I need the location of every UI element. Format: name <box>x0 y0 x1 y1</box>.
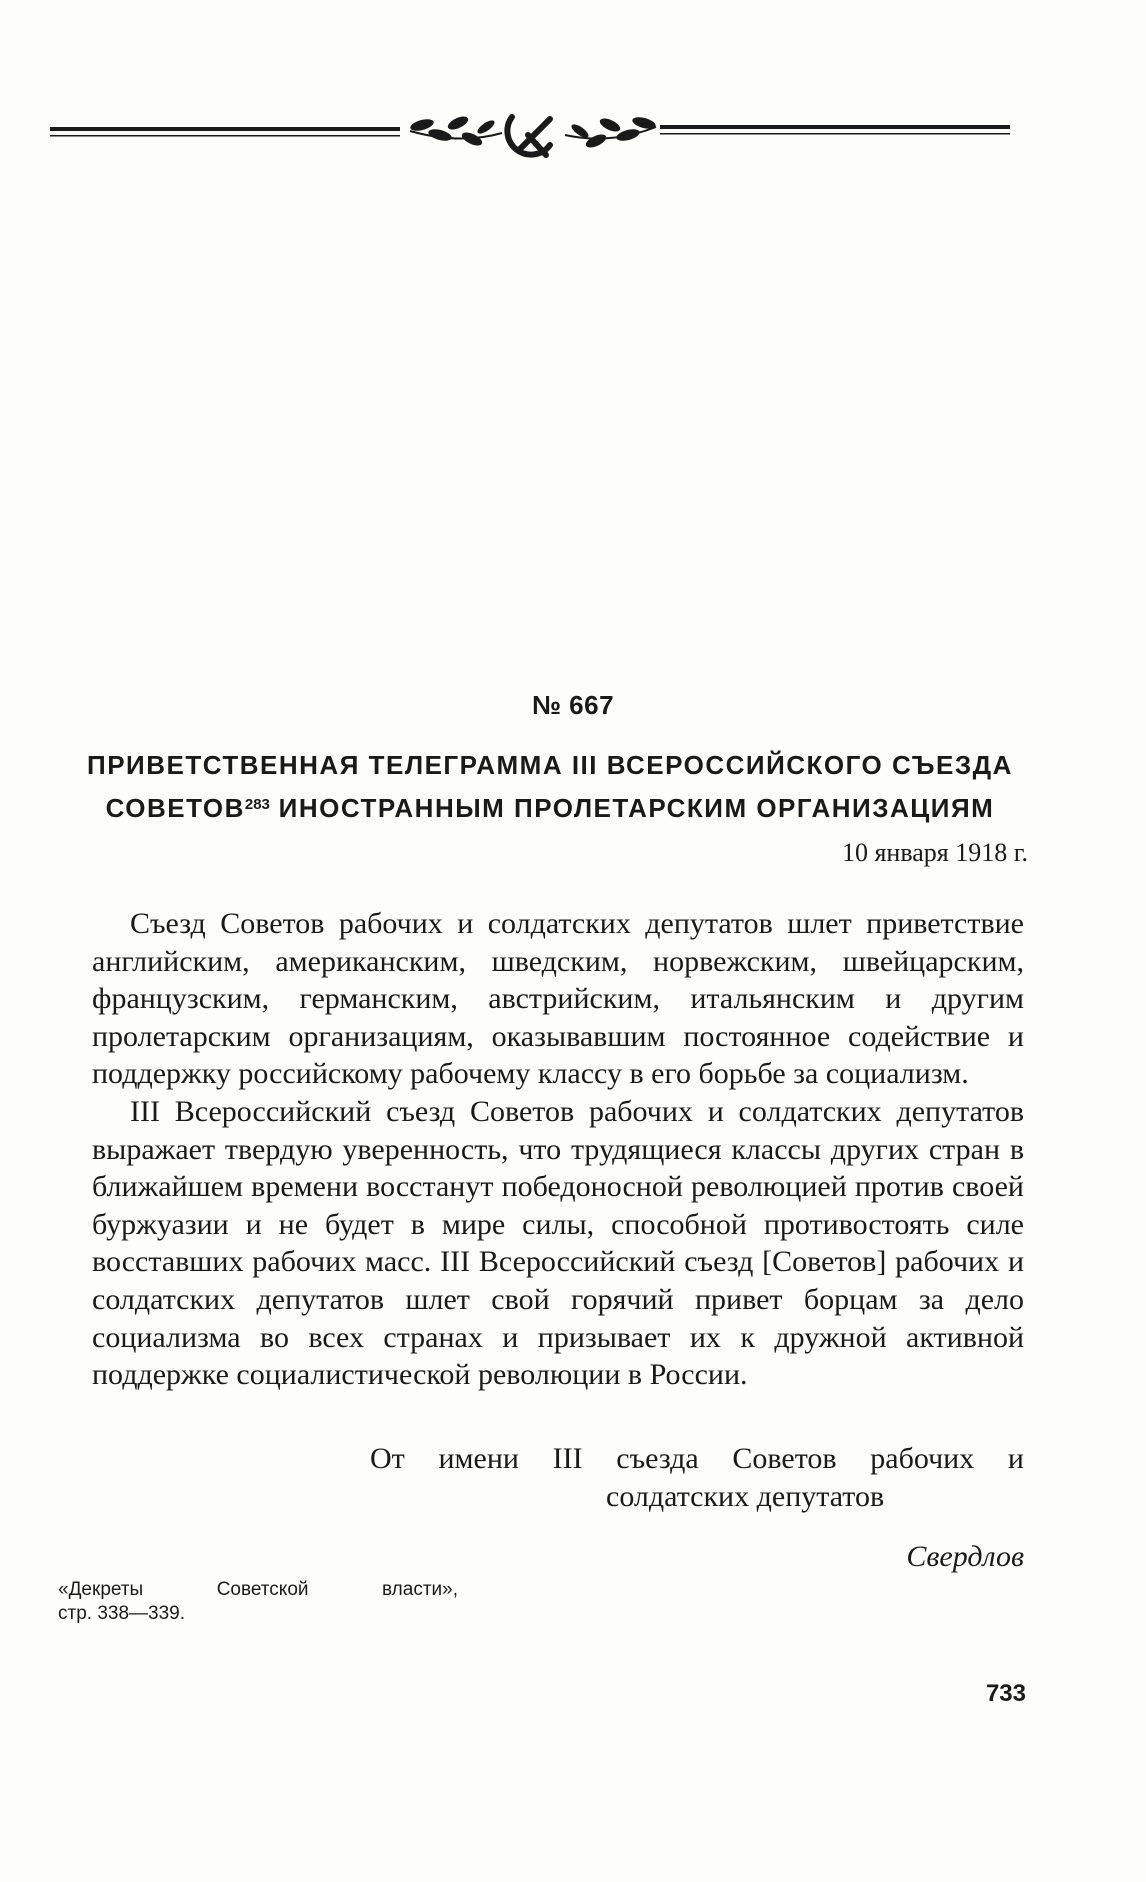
hammer-sickle-ornament <box>50 105 1010 165</box>
title-line-1: ПРИВЕТСТВЕННАЯ ТЕЛЕГРАММА III ВСЕРОССИЙСКОГО СЪЕЗДА <box>87 750 1013 780</box>
source-line-2: стр. 338—339. <box>58 1603 186 1624</box>
signature-block <box>370 1440 1024 1516</box>
document-body <box>92 905 1024 1394</box>
document-title <box>60 745 1040 828</box>
source-line-1: «Декреты Советской власти», <box>58 1579 458 1600</box>
signature-line-2: солдатских депутатов <box>606 1480 885 1513</box>
signature-line-1: От имени III съезда Советов рабочих и <box>370 1442 1024 1475</box>
footnote-marker: 283 <box>244 796 270 813</box>
paragraph-1: Съезд Советов рабочих и солдатских депутатов шлет приветствие английским, американским, шведским, норвежским, швейцарским, французским, германским, австрийским, итальянским и другим пролетарским организациям, оказывавшим постоянное содействие и поддержку российскому рабочему классу в его борьбе за социализм. <box>92 907 1024 1091</box>
title-line-2-start: СОВЕТОВ <box>105 793 245 823</box>
document-number: № 667 <box>531 690 615 720</box>
page-number: 733 <box>985 1680 1026 1707</box>
title-line-2 <box>60 785 1040 828</box>
signer-name: Свердлов <box>906 1540 1024 1573</box>
source-citation <box>58 1578 478 1626</box>
title-line-2-end: ИНОСТРАННЫМ ПРОЛЕТАРСКИМ ОРГАНИЗАЦИЯМ <box>269 793 995 823</box>
paragraph-2: III Всероссийский съезд Советов рабочих и солдатских депутатов выражает твердую уверенность, что трудящиеся классы других стран в ближайшем времени восстанут победоносной революцией против своей буржуазии и не будет в мире силы, способной противостоять силе восставших рабочих масс. III Всероссийский съезд [Советов] рабочих и солдатских депутатов шлет свой горячий привет борцам за дело социализма во всех странах и призывает их к дружной активной поддержке социалистической революции в России. <box>92 1094 1024 1392</box>
document-date: 10 января 1918 г. <box>841 838 1028 867</box>
